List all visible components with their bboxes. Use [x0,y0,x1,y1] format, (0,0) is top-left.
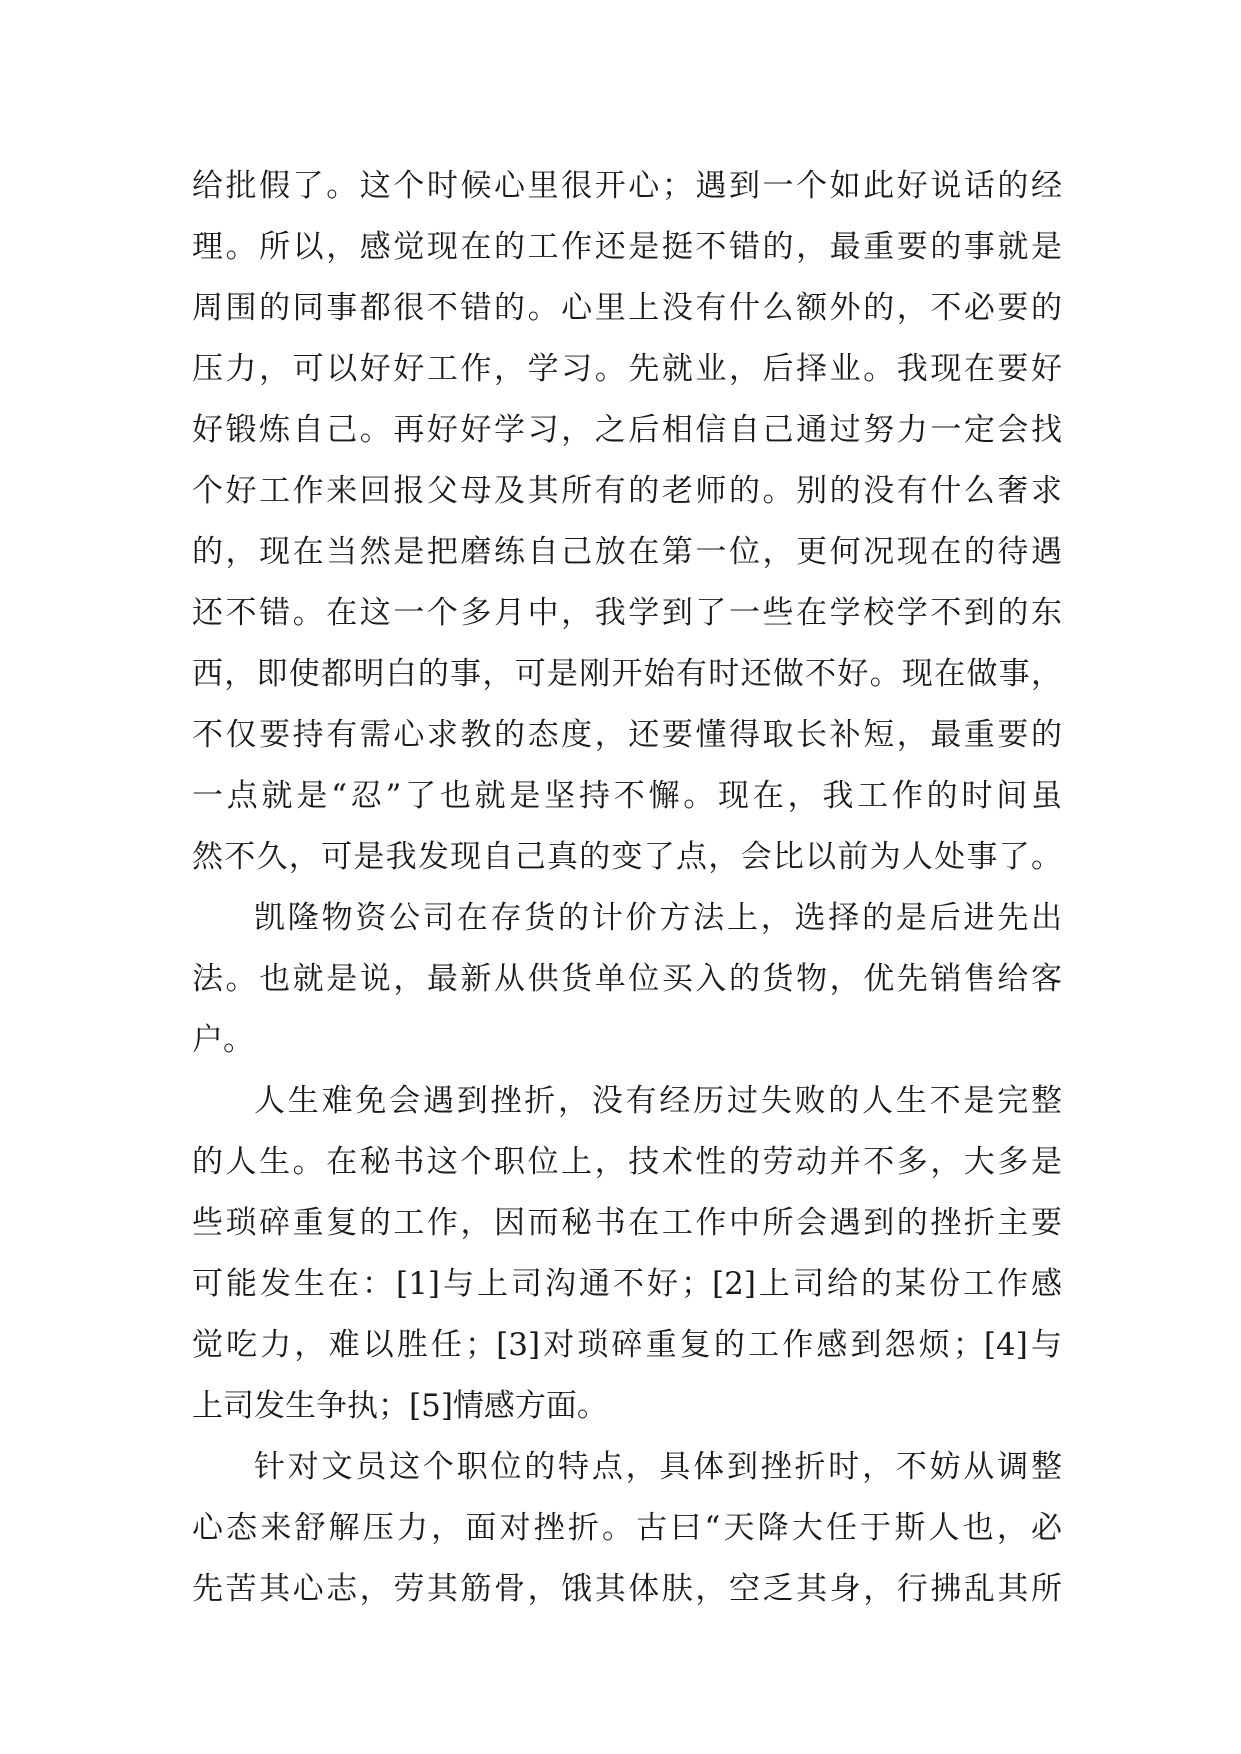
text-line: 凯隆物资公司在存货的计价方法上，选择的是后进先出 [254,900,1062,936]
text-line: 觉吃力，难以胜任；[3]对琐碎重复的工作感到怨烦；[4]与 [192,1327,1062,1363]
text-line: 好锻炼自己。再好好学习，之后相信自己通过努力一定会找 [192,412,1062,448]
text-line: 一点就是“忍”了也就是坚持不懈。现在，我工作的时间虽 [192,778,1062,814]
text-line: 上司发生争执；[5]情感方面。 [192,1388,608,1424]
text-line: 周围的同事都很不错的。心里上没有什么额外的，不必要的 [192,290,1062,326]
text-line: 些琐碎重复的工作，因而秘书在工作中所会遇到的挫折主要 [192,1205,1062,1241]
text-line: 压力，可以好好工作，学习。先就业，后择业。我现在要好 [192,351,1062,387]
text-line: 的，现在当然是把磨练自己放在第一位，更何况现在的待遇 [192,534,1062,570]
text-line: 不仅要持有需心求教的态度，还要懂得取长补短，最重要的 [192,717,1062,753]
text-line: 针对文员这个职位的特点，具体到挫折时，不妨从调整 [254,1449,1062,1485]
body-text [192,156,1062,1620]
text-line: 还不错。在这一个多月中，我学到了一些在学校学不到的东 [192,595,1062,631]
text-line: 给批假了。这个时候心里很开心；遇到一个如此好说话的经 [192,168,1062,204]
text-line: 户。 [192,1022,254,1058]
text-line: 的人生。在秘书这个职位上，技术性的劳动并不多，大多是 [192,1144,1062,1180]
text-line: 人生难免会遇到挫折，没有经历过失败的人生不是完整 [254,1083,1062,1119]
text-line: 可能发生在：[1]与上司沟通不好；[2]上司给的某份工作感 [192,1266,1062,1302]
text-line: 西，即使都明白的事，可是刚开始有时还做不好。现在做事， [192,656,1062,692]
text-line: 个好工作来回报父母及其所有的老师的。别的没有什么奢求 [192,473,1062,509]
text-line: 法。也就是说，最新从供货单位买入的货物，优先销售给客 [192,961,1062,997]
text-line: 先苦其心志，劳其筋骨，饿其体肤，空乏其身，行拂乱其所 [192,1571,1062,1607]
text-line: 心态来舒解压力，面对挫折。古曰“天降大任于斯人也，必 [192,1510,1062,1546]
text-line: 然不久，可是我发现自己真的变了点，会比以前为人处事了。 [192,839,1062,875]
text-line: 理。所以，感觉现在的工作还是挺不错的，最重要的事就是 [192,229,1062,265]
